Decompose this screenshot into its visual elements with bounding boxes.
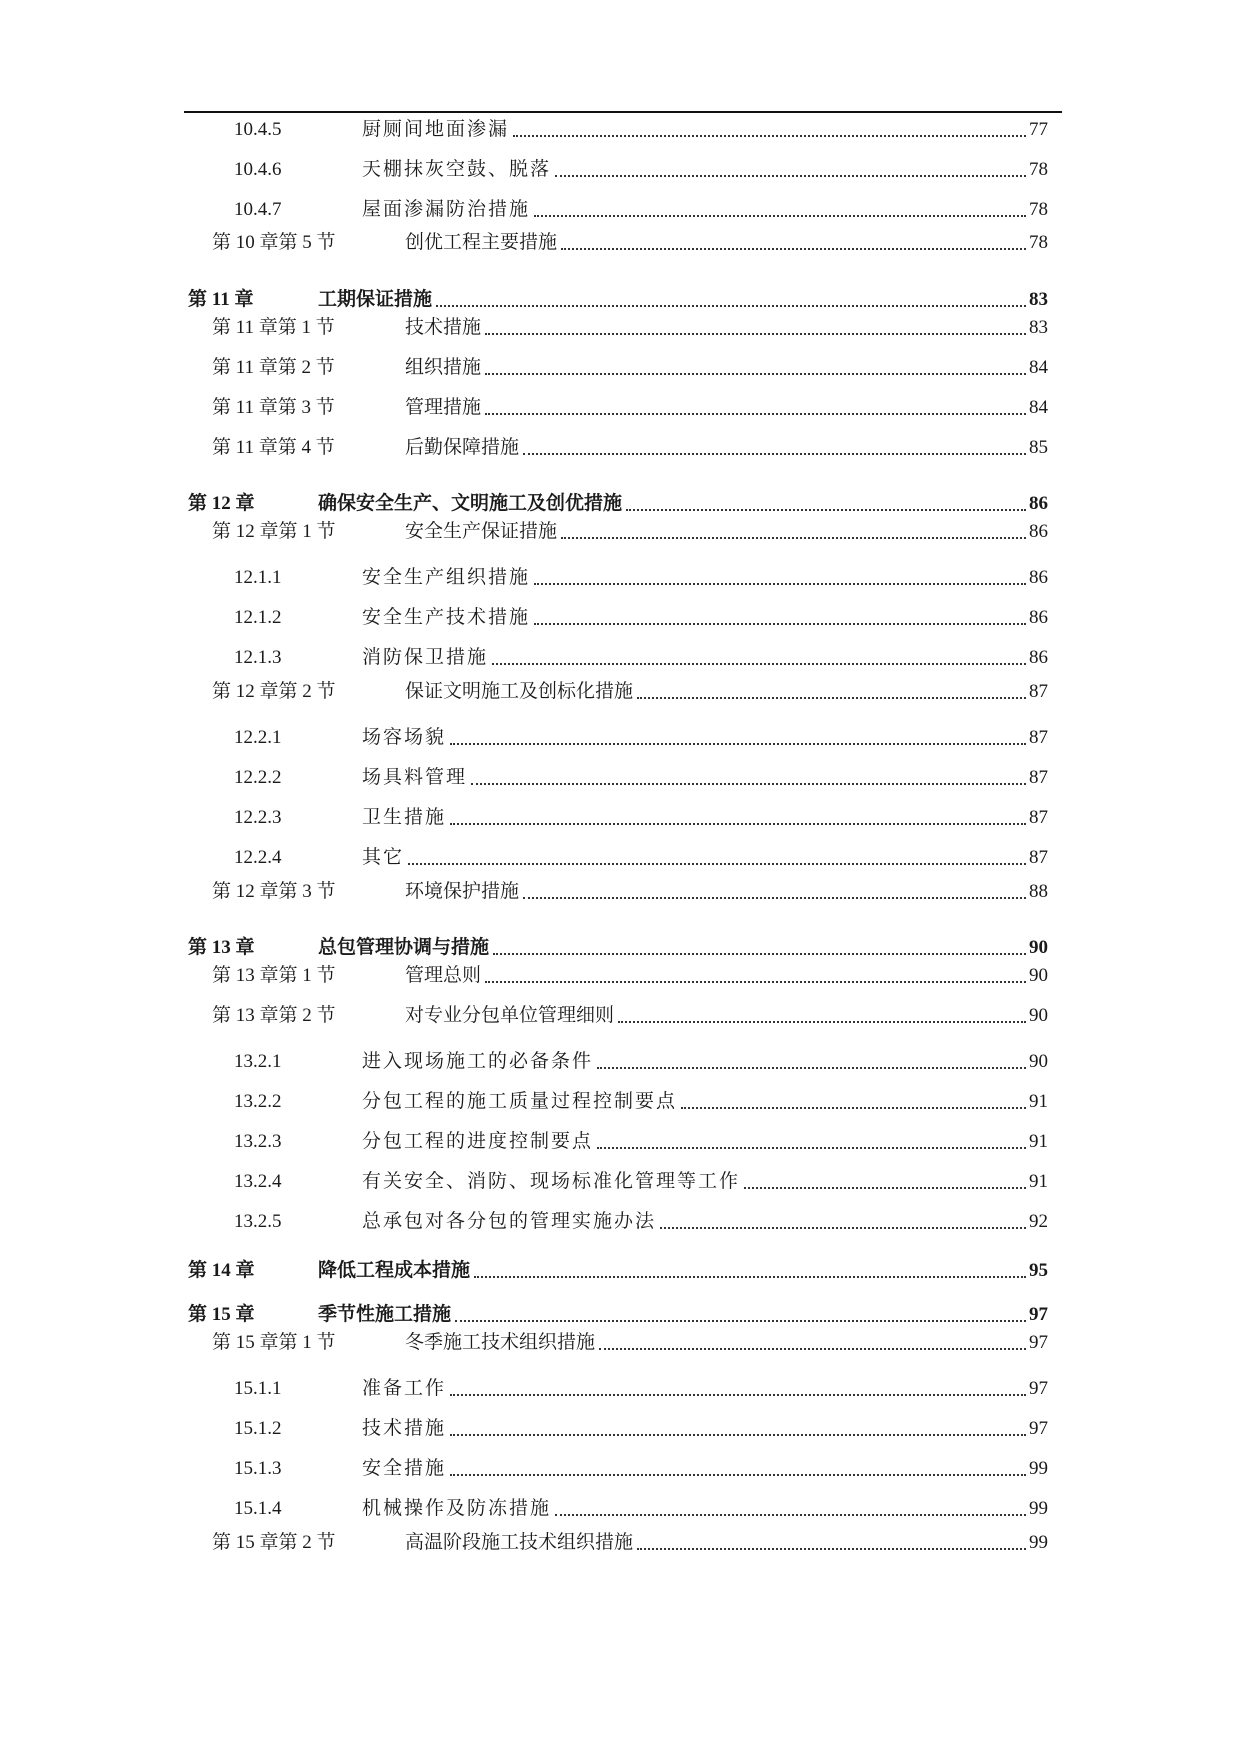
toc-entry-title: 季节性施工措施 <box>318 1300 453 1330</box>
toc-entry[interactable] <box>0 563 1241 593</box>
toc-entry-number: 第 12 章 <box>188 493 255 514</box>
toc-leader-dots <box>637 1528 1026 1558</box>
toc-entry-number: 第 12 章第 2 节 <box>212 681 336 702</box>
toc-entry-title: 创优工程主要措施 <box>405 228 559 258</box>
toc-leader-dots <box>492 643 1026 673</box>
toc-entry-title: 分包工程的施工质量过程控制要点 <box>362 1087 679 1117</box>
toc-entry-number: 第 11 章第 2 节 <box>212 357 335 378</box>
toc-leader-dots <box>450 803 1026 833</box>
toc-entry-page: 83 <box>1029 317 1048 338</box>
toc-entry-number: 12.2.1 <box>234 727 282 748</box>
toc-entry-title: 其它 <box>362 843 406 873</box>
toc-entry-page: 99 <box>1029 1458 1048 1479</box>
toc-entry-number: 第 13 章 <box>188 937 255 958</box>
toc-entry-page: 78 <box>1029 159 1048 180</box>
toc-entry-title: 环境保护措施 <box>405 877 521 907</box>
toc-entry[interactable] <box>0 353 1241 383</box>
toc-entry-title: 总承包对各分包的管理实施办法 <box>362 1207 658 1237</box>
toc-entry[interactable] <box>0 285 1241 315</box>
toc-leader-dots <box>513 115 1026 145</box>
toc-entry-number: 15.1.4 <box>234 1498 282 1519</box>
toc-entry-title: 冬季施工技术组织措施 <box>405 1328 597 1358</box>
toc-entry-page: 78 <box>1029 232 1048 253</box>
toc-leader-dots <box>555 155 1026 185</box>
toc-leader-dots <box>471 763 1026 793</box>
toc-leader-dots <box>523 877 1026 907</box>
toc-entry-title: 场容场貌 <box>362 723 448 753</box>
toc-entry-title: 后勤保障措施 <box>405 433 521 463</box>
toc-entry-title: 技术措施 <box>405 313 483 343</box>
toc-entry[interactable] <box>0 1300 1241 1330</box>
toc-entry[interactable] <box>0 489 1241 519</box>
toc-entry-page: 86 <box>1029 607 1048 628</box>
toc-entry-page: 87 <box>1029 847 1048 868</box>
toc-entry-number: 15.1.2 <box>234 1418 282 1439</box>
toc-entry-page: 88 <box>1029 881 1048 902</box>
toc-leader-dots <box>660 1207 1026 1237</box>
toc-entry-title: 对专业分包单位管理细则 <box>405 1001 616 1031</box>
toc-entry[interactable] <box>0 1328 1241 1358</box>
toc-entry[interactable] <box>0 1047 1241 1077</box>
toc-entry-number: 15.1.3 <box>234 1458 282 1479</box>
toc-entry-number: 10.4.7 <box>234 199 282 220</box>
toc-leader-dots <box>450 723 1026 753</box>
toc-entry-title: 消防保卫措施 <box>362 643 490 673</box>
toc-entry[interactable] <box>0 1494 1241 1524</box>
toc-entry-number: 12.2.2 <box>234 767 282 788</box>
toc-leader-dots <box>561 517 1026 547</box>
toc-entry[interactable] <box>0 723 1241 753</box>
toc-entry-page: 90 <box>1029 1005 1048 1026</box>
toc-leader-dots <box>450 1374 1026 1404</box>
toc-entry-page: 86 <box>1029 567 1048 588</box>
toc-entry-number: 第 12 章第 1 节 <box>212 521 336 542</box>
toc-entry-title: 厨厕间地面渗漏 <box>362 115 511 145</box>
toc-entry-number: 13.2.5 <box>234 1211 282 1232</box>
toc-entry-page: 97 <box>1029 1332 1048 1353</box>
toc-entry[interactable] <box>0 1454 1241 1484</box>
toc-entry-page: 92 <box>1029 1211 1048 1232</box>
toc-leader-dots <box>474 1256 1026 1286</box>
toc-entry-title: 分包工程的进度控制要点 <box>362 1127 595 1157</box>
toc-entry-number: 13.2.4 <box>234 1171 282 1192</box>
toc-entry-page: 84 <box>1029 357 1048 378</box>
toc-entry-title: 组织措施 <box>405 353 483 383</box>
toc-entry-number: 12.1.1 <box>234 567 282 588</box>
toc-entry-number: 第 14 章 <box>188 1260 255 1281</box>
toc-leader-dots <box>408 843 1026 873</box>
toc-entry-title: 管理措施 <box>405 393 483 423</box>
toc-leader-dots <box>493 933 1026 963</box>
toc-entry-title: 机械操作及防冻措施 <box>362 1494 553 1524</box>
toc-entry-page: 87 <box>1029 727 1048 748</box>
toc-leader-dots <box>485 353 1026 383</box>
toc-entry-title: 安全生产技术措施 <box>362 603 532 633</box>
toc-entry-number: 12.2.4 <box>234 847 282 868</box>
toc-entry-page: 91 <box>1029 1171 1048 1192</box>
toc-entry-page: 85 <box>1029 437 1048 458</box>
toc-entry[interactable] <box>0 115 1241 145</box>
toc-entry-title: 总包管理协调与措施 <box>318 933 491 963</box>
header-rule <box>184 111 1062 113</box>
toc-entry[interactable] <box>0 433 1241 463</box>
toc-leader-dots <box>455 1300 1026 1330</box>
toc-leader-dots <box>485 393 1026 423</box>
toc-entry-title: 屋面渗漏防治措施 <box>362 195 532 225</box>
toc-entry[interactable] <box>0 517 1241 547</box>
toc-entry-page: 83 <box>1029 289 1048 310</box>
toc-entry-title: 安全生产保证措施 <box>405 517 559 547</box>
toc-entry[interactable] <box>0 228 1241 258</box>
toc-entry-number: 第 15 章第 2 节 <box>212 1532 336 1553</box>
toc-entry-title: 准备工作 <box>362 1374 448 1404</box>
toc-entry[interactable] <box>0 1001 1241 1031</box>
toc-entry-page: 97 <box>1029 1304 1048 1325</box>
toc-entry-number: 第 11 章第 3 节 <box>212 397 335 418</box>
toc-entry-title: 技术措施 <box>362 1414 448 1444</box>
toc-leader-dots <box>485 961 1026 991</box>
toc-entry-title: 有关安全、消防、现场标准化管理等工作 <box>362 1167 742 1197</box>
toc-leader-dots <box>436 285 1026 315</box>
toc-leader-dots <box>534 603 1026 633</box>
toc-entry-number: 第 11 章第 4 节 <box>212 437 335 458</box>
toc-entry-page: 86 <box>1029 493 1048 514</box>
toc-entry[interactable] <box>0 677 1241 707</box>
toc-entry-page: 87 <box>1029 681 1048 702</box>
toc-leader-dots <box>637 677 1026 707</box>
toc-entry[interactable] <box>0 1127 1241 1157</box>
toc-leader-dots <box>534 195 1026 225</box>
toc-entry-page: 90 <box>1029 1051 1048 1072</box>
toc-leader-dots <box>485 313 1026 343</box>
toc-entry-number: 10.4.5 <box>234 119 282 140</box>
toc-entry-page: 97 <box>1029 1418 1048 1439</box>
toc-entry[interactable] <box>0 155 1241 185</box>
toc-entry-page: 87 <box>1029 807 1048 828</box>
toc-entry-title: 保证文明施工及创标化措施 <box>405 677 635 707</box>
toc-entry-page: 77 <box>1029 119 1048 140</box>
toc-entry-title: 天棚抹灰空鼓、脱落 <box>362 155 553 185</box>
toc-entry-number: 第 13 章第 1 节 <box>212 965 336 986</box>
toc-entry-number: 15.1.1 <box>234 1378 282 1399</box>
toc-entry[interactable] <box>0 1256 1241 1286</box>
toc-leader-dots <box>597 1047 1026 1077</box>
toc-entry-number: 10.4.6 <box>234 159 282 180</box>
toc-entry-page: 95 <box>1029 1260 1048 1281</box>
toc-entry-number: 13.2.3 <box>234 1131 282 1152</box>
toc-entry[interactable] <box>0 1207 1241 1237</box>
toc-entry-title: 降低工程成本措施 <box>318 1256 472 1286</box>
toc-entry-page: 90 <box>1029 965 1048 986</box>
toc-entry-number: 13.2.2 <box>234 1091 282 1112</box>
toc-entry[interactable] <box>0 393 1241 423</box>
toc-entry[interactable] <box>0 843 1241 873</box>
toc-leader-dots <box>681 1087 1026 1117</box>
toc-leader-dots <box>599 1328 1026 1358</box>
toc-entry-page: 78 <box>1029 199 1048 220</box>
toc-entry-page: 87 <box>1029 767 1048 788</box>
toc-entry[interactable] <box>0 313 1241 343</box>
toc-entry-page: 86 <box>1029 647 1048 668</box>
toc-leader-dots <box>626 489 1026 519</box>
toc-entry-page: 86 <box>1029 521 1048 542</box>
toc-entry[interactable] <box>0 877 1241 907</box>
toc-entry-page: 91 <box>1029 1091 1048 1112</box>
toc-entry[interactable] <box>0 643 1241 673</box>
toc-entry[interactable] <box>0 803 1241 833</box>
toc-entry[interactable] <box>0 1528 1241 1558</box>
toc-entry-number: 12.1.2 <box>234 607 282 628</box>
toc-entry[interactable] <box>0 603 1241 633</box>
toc-entry-number: 第 11 章 <box>188 289 254 310</box>
toc-leader-dots <box>450 1414 1026 1444</box>
toc-leader-dots <box>534 563 1026 593</box>
toc-entry-page: 91 <box>1029 1131 1048 1152</box>
toc-leader-dots <box>597 1127 1026 1157</box>
toc-entry-title: 安全生产组织措施 <box>362 563 532 593</box>
toc-entry-number: 第 15 章 <box>188 1304 255 1325</box>
toc-entry[interactable] <box>0 1087 1241 1117</box>
toc-entry-number: 12.1.3 <box>234 647 282 668</box>
toc-leader-dots <box>561 228 1026 258</box>
toc-entry-number: 第 12 章第 3 节 <box>212 881 336 902</box>
toc-entry-page: 84 <box>1029 397 1048 418</box>
toc-entry-number: 第 11 章第 1 节 <box>212 317 335 338</box>
toc-entry-title: 卫生措施 <box>362 803 448 833</box>
toc-entry-title: 进入现场施工的必备条件 <box>362 1047 595 1077</box>
toc-entry-number: 第 15 章第 1 节 <box>212 1332 336 1353</box>
toc-entry-title: 场具料管理 <box>362 763 469 793</box>
toc-entry[interactable] <box>0 1414 1241 1444</box>
toc-leader-dots <box>555 1494 1026 1524</box>
toc-leader-dots <box>450 1454 1026 1484</box>
toc-entry[interactable] <box>0 933 1241 963</box>
toc-entry[interactable] <box>0 1167 1241 1197</box>
toc-entry[interactable] <box>0 195 1241 225</box>
toc-entry[interactable] <box>0 961 1241 991</box>
toc-entry-title: 安全措施 <box>362 1454 448 1484</box>
toc-entry[interactable] <box>0 1374 1241 1404</box>
toc-entry-title: 确保安全生产、文明施工及创优措施 <box>318 489 624 519</box>
toc-entry-number: 12.2.3 <box>234 807 282 828</box>
toc-entry-number: 第 13 章第 2 节 <box>212 1005 336 1026</box>
toc-entry-number: 13.2.1 <box>234 1051 282 1072</box>
toc-leader-dots <box>523 433 1026 463</box>
toc-entry-title: 工期保证措施 <box>318 285 434 315</box>
toc-entry-page: 99 <box>1029 1532 1048 1553</box>
toc-entry-page: 99 <box>1029 1498 1048 1519</box>
toc-entry[interactable] <box>0 763 1241 793</box>
toc-entry-title: 管理总则 <box>405 961 483 991</box>
toc-entry-page: 90 <box>1029 937 1048 958</box>
toc-leader-dots <box>618 1001 1026 1031</box>
toc-entry-number: 第 10 章第 5 节 <box>212 232 336 253</box>
toc-entry-page: 97 <box>1029 1378 1048 1399</box>
toc-leader-dots <box>744 1167 1026 1197</box>
toc-entry-title: 高温阶段施工技术组织措施 <box>405 1528 635 1558</box>
